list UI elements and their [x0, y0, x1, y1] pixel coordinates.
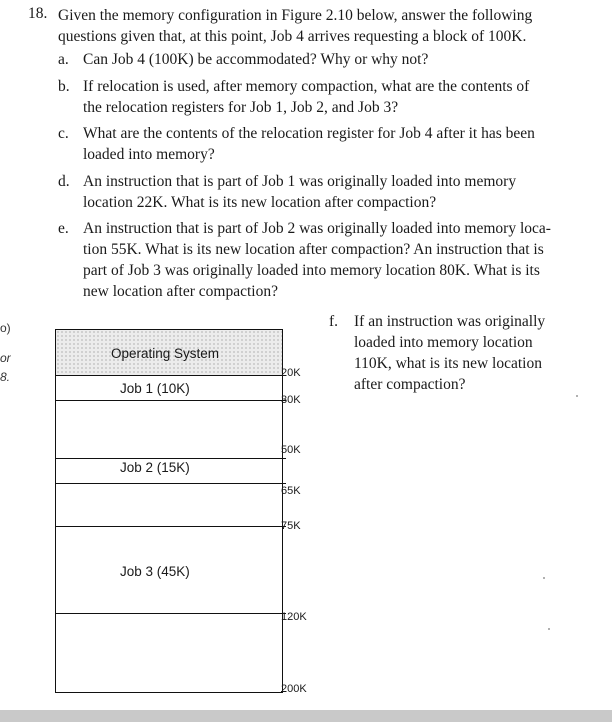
address-label: 20K: [281, 367, 301, 379]
question-stem: [58, 5, 588, 47]
part-letter: c.: [58, 125, 69, 142]
part-letter: b.: [58, 78, 70, 95]
part-line: after compaction?: [354, 376, 466, 393]
part-line: the relocation registers for Job 1, Job 2, and Job 3?: [83, 99, 399, 116]
partition-line: [56, 613, 282, 614]
margin-fragment: o): [0, 321, 11, 335]
part-line: If relocation is used, after memory compaction, what are the contents of: [83, 78, 530, 95]
part-line: tion 55K. What is its new location after compaction? An instruction that is: [83, 241, 544, 258]
part-letter: f.: [329, 313, 339, 330]
part-line: part of Job 3 was originally loaded into memory location 80K. What is its: [83, 262, 540, 279]
address-label: 50K: [281, 444, 301, 456]
job2-label: Job 2 (15K): [120, 460, 190, 475]
bottom-edge-bar: [0, 710, 612, 722]
margin-fragment: 8.: [0, 370, 11, 384]
part-line: What are the contents of the relocation register for Job 4 after it has been: [83, 125, 535, 142]
part-line: loaded into memory location: [354, 334, 533, 351]
part-line: An instruction that is part of Job 2 was originally loaded into memory loca-: [83, 220, 551, 237]
address-label: 200K: [281, 683, 307, 695]
memory-map: [55, 329, 283, 693]
partition-line: [56, 400, 282, 401]
scan-speck: [576, 395, 578, 397]
part-line: location 22K. What is its new location after compaction?: [83, 194, 437, 211]
address-label: 30K: [281, 394, 301, 406]
part-line: loaded into memory?: [83, 146, 215, 163]
part-letter: e.: [58, 220, 69, 237]
job3-label: Job 3 (45K): [120, 564, 190, 579]
part-letter: a.: [58, 51, 69, 68]
part-line: If an instruction was originally: [354, 313, 546, 330]
address-label: 65K: [281, 485, 301, 497]
margin-fragment: or: [0, 351, 11, 365]
scan-speck: [543, 577, 545, 579]
address-label: 120K: [281, 611, 307, 623]
partition-line: [56, 483, 282, 484]
scan-speck: [548, 628, 550, 630]
question-line: Given the memory configuration in Figure 2.10 below, answer the following: [58, 7, 533, 24]
job1-label: Job 1 (10K): [120, 381, 190, 396]
part-letter: d.: [58, 173, 70, 190]
address-label: 75K: [281, 520, 301, 532]
partition-line: [56, 526, 282, 527]
partition-line: [56, 458, 282, 459]
partition-line: [56, 375, 282, 376]
address-tick: [281, 483, 286, 484]
question-number: 18.: [28, 5, 48, 22]
os-label: Operating System: [111, 346, 220, 361]
part-line: An instruction that is part of Job 1 was originally loaded into memory: [83, 173, 517, 190]
question-line: questions given that, at this point, Job 4 arrives requesting a block of 100K.: [58, 28, 527, 45]
part-line: new location after compaction?: [83, 283, 278, 300]
part-line: 110K, what is its new location: [354, 355, 542, 372]
part-line: Can Job 4 (100K) be accommodated? Why or why not?: [83, 51, 429, 68]
address-tick: [281, 458, 286, 459]
